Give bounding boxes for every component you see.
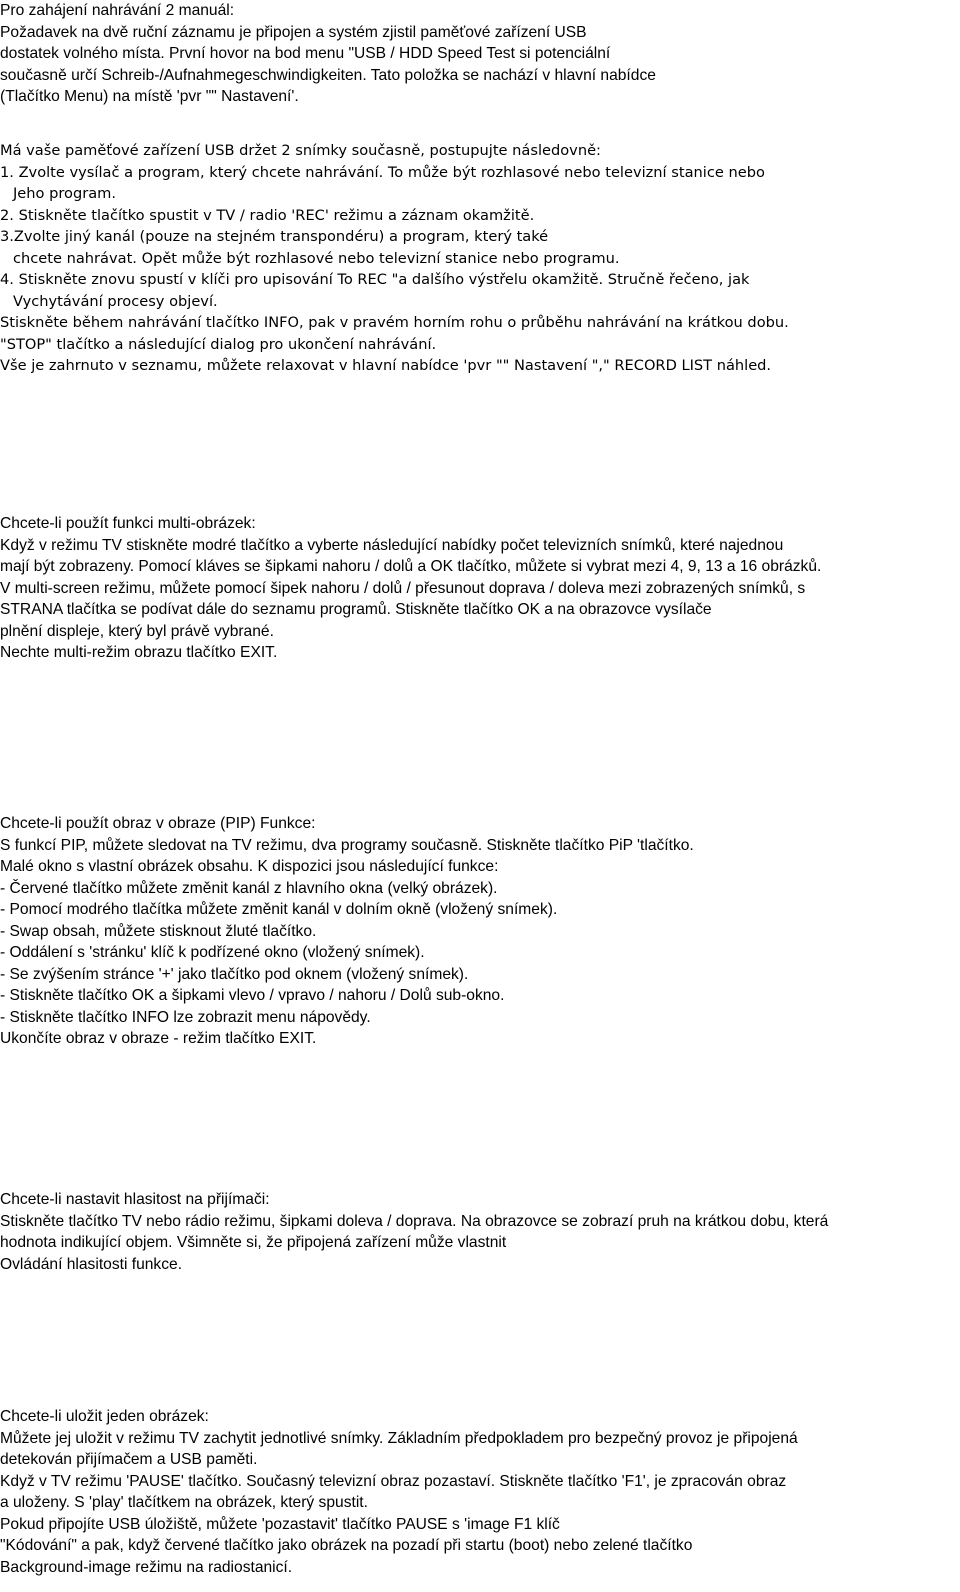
paragraph-line: dostatek volného místa. První hovor na bod menu "USB / HDD Speed Test si potenciální xyxy=(0,45,611,62)
section-two-recordings xyxy=(0,140,789,377)
paragraph-line: "Kódování" a pak, když červené tlačítko jako obrázek na pozadí při startu (boot) nebo zelené tlačítko xyxy=(0,1537,693,1554)
paragraph-line: Když v režimu TV stiskněte modré tlačítko a vyberte následující nabídky počet televizních snímků, které najednou xyxy=(0,536,784,554)
paragraph-line: Požadavek na dvě ruční záznamu je připojen a systém zjistil paměťové zařízení USB xyxy=(0,23,587,41)
paragraph-line: V multi-screen režimu, můžete pomocí šipek nahoru / dolů / přesunout doprava / doleva mezi zobrazených snímků, s xyxy=(0,579,806,597)
paragraph-line: Stiskněte během nahrávání tlačítko INFO, pak v pravém horním rohu o průběhu nahrávání na krátkou dobu. xyxy=(0,314,789,331)
paragraph-line: Když v TV režimu 'PAUSE' tlačítko. Současný televizní obraz pozastaví. Stiskněte tlačítko 'F1', je zpracován obraz xyxy=(0,1472,787,1490)
section-heading: Má vaše paměťové zařízení USB držet 2 snímky současně, postupujte následovně: xyxy=(0,142,601,159)
section-save-picture xyxy=(0,1406,798,1578)
list-item: 3.Zvolte jiný kanál (pouze na stejném transpondéru) a program, který také xyxy=(0,228,549,245)
paragraph-line: (Tlačítko Menu) na místě 'pvr "" Nastavení'. xyxy=(0,88,299,105)
list-item: - Stiskněte tlačítko OK a šipkami vlevo / vpravo / nahoru / Dolů sub-okno. xyxy=(0,987,505,1004)
list-item-continuation: Jeho program. xyxy=(13,185,117,202)
paragraph-line: Nechte multi-režim obrazu tlačítko EXIT. xyxy=(0,644,278,661)
paragraph-line: "STOP" tlačítko a následující dialog pro ukončení nahrávání. xyxy=(0,335,437,353)
section-volume xyxy=(0,1189,828,1275)
section-multi-picture xyxy=(0,513,821,664)
list-item: - Oddálení s 'stránku' klíč k podřízené okno (vložený snímek). xyxy=(0,944,425,961)
list-item: - Pomocí modrého tlačítka můžete změnit kanál v dolním okně (vložený snímek). xyxy=(0,901,558,918)
section-heading: Pro zahájení nahrávání 2 manuál: xyxy=(0,2,235,19)
section-pip xyxy=(0,813,694,1050)
list-item: 2. Stiskněte tlačítko spustit v TV / radio 'REC' režimu a záznam okamžitě. xyxy=(0,206,535,224)
paragraph-line: a uloženy. S 'play' tlačítkem na obrázek, který spustit. xyxy=(0,1494,368,1511)
list-item-continuation: Vychytávání procesy objeví. xyxy=(13,292,218,310)
paragraph-line: Pokud připojíte USB úložiště, můžete 'pozastavit' tlačítko PAUSE s 'image F1 klíč xyxy=(0,1515,560,1533)
section-recording xyxy=(0,0,656,108)
section-heading: Chcete-li použít obraz v obraze (PIP) Funkce: xyxy=(0,815,316,832)
paragraph-line: Ovládání hlasitosti funkce. xyxy=(0,1255,183,1273)
list-item: - Se zvýšením stránce '+' jako tlačítko pod oknem (vložený snímek). xyxy=(0,965,469,983)
list-item: - Swap obsah, můžete stisknout žluté tlačítko. xyxy=(0,922,317,940)
list-item: - Červené tlačítko můžete změnit kanál z hlavního okna (velký obrázek). xyxy=(0,879,498,897)
list-item-continuation: chcete nahrávat. Opět může být rozhlasové nebo televizní stanice nebo programu. xyxy=(13,249,620,267)
paragraph-line: S funkcí PIP, můžete sledovat na TV režimu, dva programy současně. Stiskněte tlačítko PiP 'tlačítko. xyxy=(0,836,694,854)
paragraph-line: Vše je zahrnuto v seznamu, můžete relaxovat v hlavní nabídce 'pvr "" Nastavení "," RECORD LIST náhled. xyxy=(0,357,772,374)
paragraph-line: detekován přijímačem a USB paměti. xyxy=(0,1451,258,1468)
paragraph-line: Background-image režimu na radiostanicí. xyxy=(0,1558,293,1576)
paragraph-line: plnění displeje, který byl právě vybrané. xyxy=(0,622,274,640)
section-heading: Chcete-li nastavit hlasitost na přijímači: xyxy=(0,1191,270,1208)
section-heading: Chcete-li uložit jeden obrázek: xyxy=(0,1408,209,1425)
paragraph-line: Můžete jej uložit v režimu TV zachytit jednotlivé snímky. Základním předpokladem pro bezpečný provoz je připojená xyxy=(0,1429,798,1447)
paragraph-line: Ukončíte obraz v obraze - režim tlačítko EXIT. xyxy=(0,1030,317,1047)
list-item: 1. Zvolte vysílač a program, který chcete nahrávání. To může být rozhlasové nebo televizní stanice nebo xyxy=(0,163,765,181)
paragraph-line: Stiskněte tlačítko TV nebo rádio režimu, šipkami doleva / doprava. Na obrazovce se zobrazí pruh na krátkou dobu, která xyxy=(0,1212,829,1230)
list-item: 4. Stiskněte znovu spustí v klíči pro upisování To REC "a dalšího výstřelu okamžitě. Stručně řečeno, jak xyxy=(0,271,750,288)
section-heading: Chcete-li použít funkci multi-obrázek: xyxy=(0,515,256,532)
paragraph-line: současně určí Schreib-/Aufnahmegeschwindigkeiten. Tato položka se nachází v hlavní nabídce xyxy=(0,66,656,84)
list-item: - Stiskněte tlačítko INFO lze zobrazit menu nápovědy. xyxy=(0,1008,371,1026)
paragraph-line: mají být zobrazeny. Pomocí kláves se šipkami nahoru / dolů a OK tlačítko, můžete si vybrat mezi 4, 9, 13 a 16 obrázků. xyxy=(0,558,822,575)
paragraph-line: STRANA tlačítka se podívat dále do seznamu programů. Stiskněte tlačítko OK a na obrazovce vysílače xyxy=(0,601,712,618)
paragraph-line: Malé okno s vlastní obrázek obsahu. K dispozici jsou následující funkce: xyxy=(0,858,499,875)
paragraph-line: hodnota indikující objem. Všimněte si, že připojená zařízení může vlastnit xyxy=(0,1234,507,1251)
